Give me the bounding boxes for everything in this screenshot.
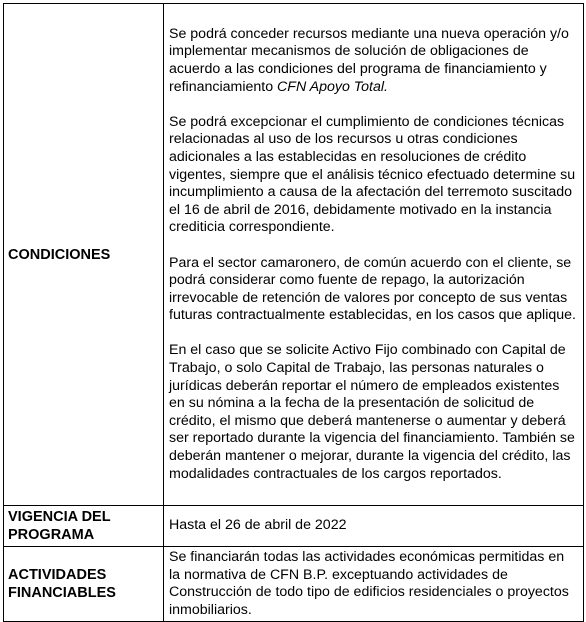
- conditions-paragraph-2: Se podrá excepcionar el cumplimiento de condiciones técnicas relacionadas al uso de los recursos u otras condiciones adicionales a las establecidas en resoluciones de crédito vigentes, siempre que el análisis técnico efectuado determine su incumplimiento a causa de la afectación del terremoto suscitado el 16 de abril de 2016, debidamente motivado en la instancia crediticia correspondiente.: [169, 113, 576, 236]
- conditions-paragraph-3: Para el sector camaronero, de común acuerdo con el cliente, se podrá considerar como fuente de repago, la autorización irrevocable de retención de valores por concepto de sus ventas futuras contractualmente establecidas, en los casos que aplique.: [169, 254, 576, 324]
- row-label-vigencia: VIGENCIA DEL PROGRAMA: [4, 506, 164, 547]
- row-label-actividades: ACTIVIDADES FINANCIABLES: [4, 547, 164, 622]
- row-label-conditions: CONDICIONES: [4, 4, 164, 506]
- conditions-content: [164, 4, 584, 506]
- table-row-conditions: [4, 4, 584, 506]
- conditions-paragraph-4: En el caso que se solicite Activo Fijo combinado con Capital de Trabajo, o solo Capital de Trabajo, las personas naturales o jurídicas deberán reportar el número de empleados existentes en su nómina a la fecha de la presentación de solicitud de crédito, el mismo que deberá mantenerse o aumentar y deberá ser reportado durante la vigencia del financiamiento. También se deberán mantener o mejorar, durante la vigencia del crédito, las modalidades contractuales de los cargos reportados.: [169, 342, 575, 482]
- conditions-paragraph-1: [169, 26, 578, 96]
- actividades-value: Se financiarán todas las actividades económicas permitidas en la normativa de CFN B.P. exceptuando actividades de Construcción de todo tipo de edificios residenciales o proyectos inmobiliarios.: [164, 547, 584, 622]
- vigencia-value: Hasta el 26 de abril de 2022: [164, 506, 584, 547]
- table-row-vigencia: [4, 506, 584, 547]
- program-name-italic: CFN Apoyo Total.: [277, 78, 388, 95]
- program-conditions-table: [3, 3, 584, 622]
- table-row-actividades: [4, 547, 584, 622]
- conditions-paragraph-1-text: Se podrá conceder recursos mediante una nueva operación y/o implementar mecanismos de solución de obligaciones de acuerdo a las condiciones del programa de financiamiento y refinanciamiento: [169, 25, 569, 95]
